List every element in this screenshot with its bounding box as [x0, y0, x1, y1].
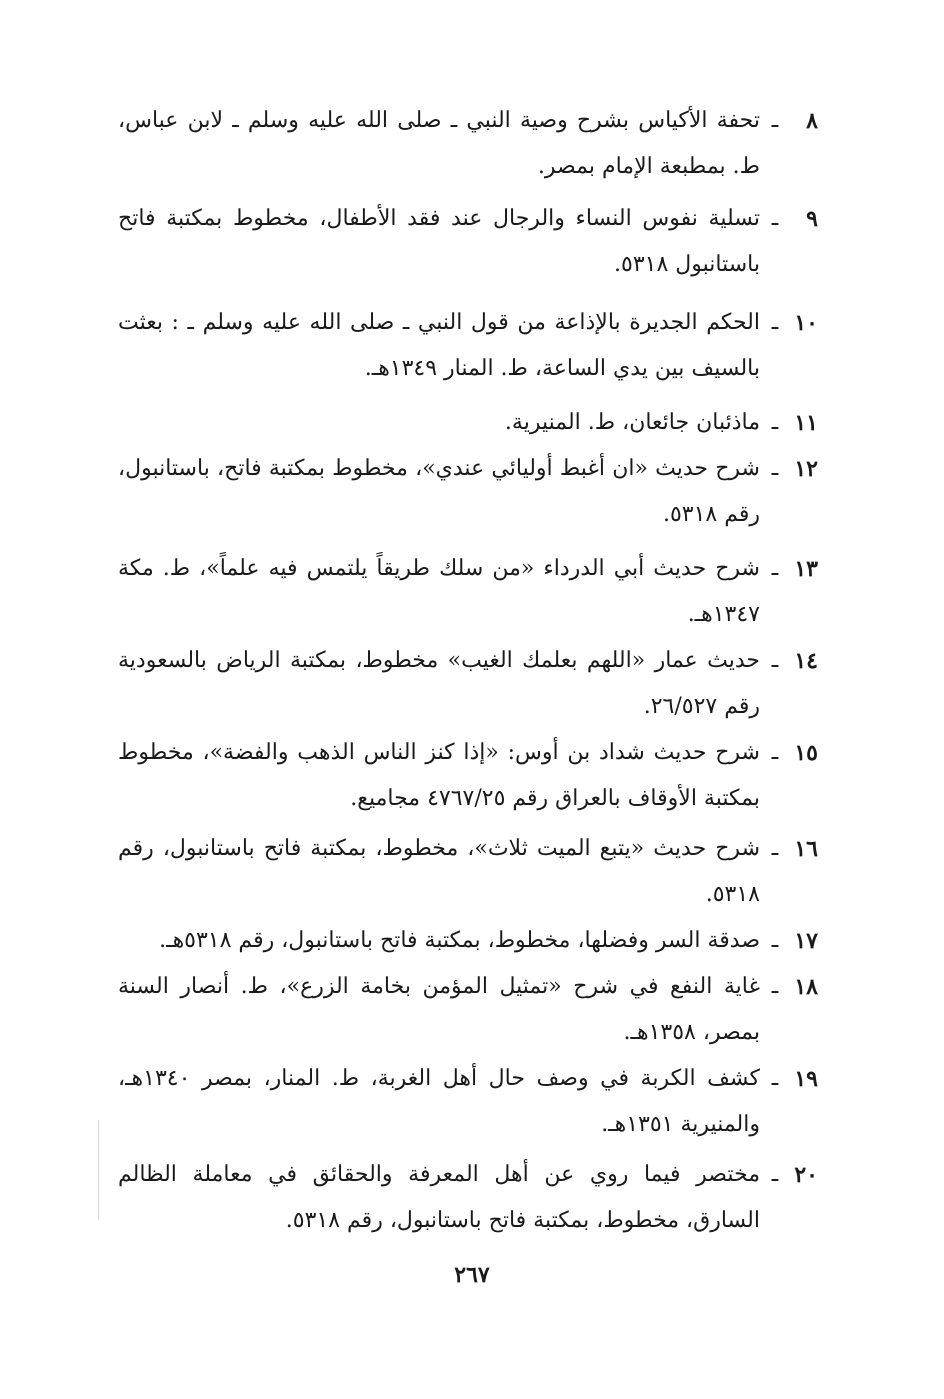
item-dash: ـ	[771, 974, 779, 999]
item-dash: ـ	[771, 740, 779, 765]
item-text: تحفة الأكياس بشرح وصية النبي ـ صلى الله عليه وسلم ـ لابن عباس، ط. بمطبعة الإمام بمصر.	[118, 108, 760, 179]
list-item	[118, 546, 818, 638]
item-dash: ـ	[771, 206, 779, 231]
list-item	[118, 1056, 818, 1148]
item-text: صدقة السر وفضلها، مخطوط، بمكتبة فاتح باستانبول، رقم ٥٣١٨هـ.	[159, 928, 760, 953]
item-text: كشف الكربة في وصف حال أهل الغربة، ط. المنار، بمصر ١٣٤٠هـ، والمنيرية ١٣٥١هـ.	[118, 1066, 760, 1137]
item-number: ١٦	[794, 836, 818, 862]
item-dash: ـ	[771, 648, 779, 673]
item-number: ١٠	[794, 310, 818, 336]
item-number: ٨	[806, 108, 818, 134]
item-number: ١٩	[794, 1066, 818, 1092]
item-number: ١٣	[794, 556, 818, 582]
item-text: شرح حديث «ان أغبط أوليائي عندي»، مخطوط بمكتبة فاتح، باستانبول، رقم ٥٣١٨.	[118, 456, 760, 527]
item-dash: ـ	[771, 410, 779, 435]
item-text: ماذئبان جائعان، ط. المنيرية.	[504, 410, 760, 435]
list-item	[118, 918, 818, 964]
item-number: ١٤	[794, 648, 818, 674]
list-item	[118, 826, 818, 918]
item-text: الحكم الجديرة بالإذاعة من قول النبي ـ صلى الله عليه وسلم ـ : بعثت بالسيف بين يدي الساعة، ط. المنار ١٣٤٩هـ.	[118, 310, 760, 381]
bibliography-list	[118, 98, 818, 1244]
item-dash: ـ	[771, 836, 779, 861]
item-number: ٢٠	[794, 1162, 818, 1188]
list-item	[118, 730, 818, 822]
list-item	[118, 300, 818, 392]
list-item	[118, 1152, 818, 1244]
item-dash: ـ	[771, 556, 779, 581]
item-text: شرح حديث شداد بن أوس: «إذا كنز الناس الذهب والفضة»، مخطوط بمكتبة الأوقاف بالعراق رقم ٤٧٦٧/٢٥ مجاميع.	[118, 740, 760, 811]
list-item	[118, 638, 818, 730]
item-dash: ـ	[771, 108, 779, 133]
item-dash: ـ	[771, 1066, 779, 1091]
page-number: ٢٦٧	[454, 1262, 490, 1288]
list-item	[118, 400, 818, 446]
item-number: ١٥	[794, 740, 818, 766]
item-number: ١٧	[794, 928, 818, 954]
item-text: شرح حديث «يتبع الميت ثلاث»، مخطوط، بمكتبة فاتح باستانبول، رقم ٥٣١٨.	[118, 836, 760, 907]
item-number: ١٨	[794, 974, 818, 1000]
item-text: مختصر فيما روي عن أهل المعرفة والحقائق في معاملة الظالم السارق، مخطوط، بمكتبة فاتح باستانبول، رقم ٥٣١٨.	[118, 1162, 760, 1233]
item-text: تسلية نفوس النساء والرجال عند فقد الأطفال، مخطوط بمكتبة فاتح باستانبول ٥٣١٨.	[118, 206, 760, 277]
item-dash: ـ	[771, 1162, 779, 1187]
list-item	[118, 964, 818, 1056]
item-number: ١٢	[794, 456, 818, 482]
list-item	[118, 98, 818, 190]
item-text: حديث عمار «اللهم بعلمك الغيب» مخطوط، بمكتبة الرياض بالسعودية رقم ٢٦/٥٢٧.	[118, 648, 760, 719]
item-dash: ـ	[771, 310, 779, 335]
list-item	[118, 446, 818, 538]
item-dash: ـ	[771, 928, 779, 953]
item-number: ١١	[794, 410, 818, 436]
item-text: غاية النفع في شرح «تمثيل المؤمن بخامة الزرع»، ط. أنصار السنة بمصر، ١٣٥٨هـ.	[118, 974, 760, 1045]
item-number: ٩	[806, 206, 818, 232]
list-item	[118, 196, 818, 288]
scan-edge-line	[98, 1120, 99, 1220]
item-text: شرح حديث أبي الدرداء «من سلك طريقاً يلتمس فيه علماً»، ط. مكة ١٣٤٧هـ.	[118, 556, 760, 627]
item-dash: ـ	[771, 456, 779, 481]
